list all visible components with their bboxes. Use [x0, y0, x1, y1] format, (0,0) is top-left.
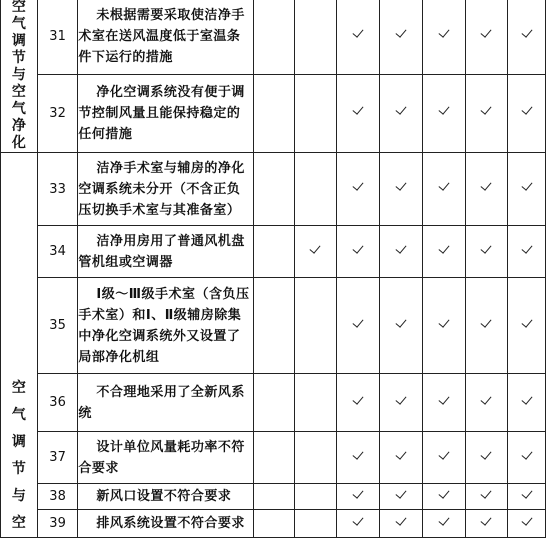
mark-cell: [508, 153, 546, 226]
item-description-text: 不合理地采用了全新风系统: [78, 384, 245, 421]
mark-cell: [253, 374, 294, 432]
mark-cell: [253, 0, 294, 74]
item-description-text: 洁净手术室与辅房的净化空调系统未分开（不含正负压切换手术室与其准备室）: [78, 160, 245, 218]
item-number: 37: [37, 432, 78, 484]
item-number: 38: [37, 484, 78, 510]
category-char: 调: [11, 434, 26, 450]
checkmark-icon: [480, 318, 492, 330]
category-char: 化: [11, 135, 26, 151]
checkmark-icon: [480, 28, 492, 40]
checkmark-icon: [395, 28, 407, 40]
item-number: 31: [37, 0, 78, 74]
table-row: [1, 226, 546, 278]
category-char: 空: [11, 84, 26, 100]
mark-cell: [422, 226, 465, 278]
item-description: [78, 278, 253, 374]
mark-cell: [465, 484, 508, 510]
checkmark-icon: [480, 105, 492, 117]
mark-cell: [422, 374, 465, 432]
item-number: 36: [37, 374, 78, 432]
mark-cell: [379, 510, 422, 538]
checkmark-icon: [352, 28, 364, 40]
mark-cell: [508, 226, 546, 278]
item-description: [78, 153, 253, 226]
category-char: 气: [11, 407, 26, 423]
checkmark-icon: [438, 489, 450, 501]
mark-cell: [422, 278, 465, 374]
checkmark-icon: [352, 450, 364, 462]
item-description-text: 洁净用房用了普通风机盘管机组或空调器: [78, 233, 245, 270]
mark-cell: [465, 74, 508, 152]
item-number: 33: [37, 153, 78, 226]
category-char: 与: [11, 488, 26, 504]
mark-cell: [253, 226, 294, 278]
checkmark-icon: [438, 450, 450, 462]
mark-cell: [379, 278, 422, 374]
item-number: 35: [37, 278, 78, 374]
category-char: 调: [11, 33, 26, 49]
checkmark-icon: [395, 450, 407, 462]
category-label: [12, 0, 26, 152]
checkmark-icon: [438, 395, 450, 407]
mark-cell: [294, 484, 336, 510]
mark-cell: [422, 0, 465, 74]
checkmark-icon: [395, 244, 407, 256]
mark-cell: [465, 153, 508, 226]
checkmark-icon: [395, 181, 407, 193]
item-description: [78, 510, 253, 538]
item-description-text: 未根据需要采取使洁净手术室在送风温度低于室温条件下运行的措施: [78, 7, 245, 65]
category-char: 气: [11, 16, 26, 32]
checkmark-icon: [438, 28, 450, 40]
checkmark-icon: [438, 244, 450, 256]
table-row: [1, 278, 546, 374]
mark-cell: [336, 153, 379, 226]
checkmark-icon: [395, 395, 407, 407]
mark-cell: [508, 0, 546, 74]
mark-cell: [294, 226, 336, 278]
mark-cell: [253, 510, 294, 538]
category-char: 空: [11, 0, 26, 15]
mark-cell: [508, 510, 546, 538]
checkmark-icon: [395, 489, 407, 501]
mark-cell: [294, 374, 336, 432]
checkmark-icon: [480, 516, 492, 528]
category-label: [12, 375, 26, 537]
mark-cell: [379, 432, 422, 484]
checkmark-icon: [480, 489, 492, 501]
checkmark-icon: [521, 181, 533, 193]
category-char: 节: [11, 50, 26, 66]
mark-cell: [508, 74, 546, 152]
mark-cell: [508, 374, 546, 432]
mark-cell: [253, 484, 294, 510]
mark-cell: [465, 432, 508, 484]
item-description: [78, 374, 253, 432]
mark-cell: [465, 278, 508, 374]
mark-cell: [294, 278, 336, 374]
mark-cell: [294, 510, 336, 538]
checkmark-icon: [352, 489, 364, 501]
checkmark-icon: [480, 395, 492, 407]
mark-cell: [294, 153, 336, 226]
mark-cell: [253, 153, 294, 226]
checkmark-icon: [438, 516, 450, 528]
checkmark-icon: [352, 516, 364, 528]
item-description: [78, 226, 253, 278]
mark-cell: [379, 484, 422, 510]
category-char: 气: [11, 101, 26, 117]
item-number: 34: [37, 226, 78, 278]
item-description: [78, 0, 253, 74]
mark-cell: [422, 74, 465, 152]
mark-cell: [253, 278, 294, 374]
checkmark-icon: [521, 105, 533, 117]
mark-cell: [422, 510, 465, 538]
checkmark-icon: [480, 181, 492, 193]
checkmark-icon: [521, 28, 533, 40]
checkmark-icon: [521, 516, 533, 528]
item-number: 32: [37, 74, 78, 152]
table-row: [1, 484, 546, 510]
mark-cell: [336, 226, 379, 278]
item-description: [78, 484, 253, 510]
checkmark-icon: [395, 516, 407, 528]
mark-cell: [508, 484, 546, 510]
checkmark-icon: [352, 181, 364, 193]
table-row: [1, 432, 546, 484]
mark-cell: [336, 374, 379, 432]
mark-cell: [336, 0, 379, 74]
item-description-text: 排风系统设置不符合要求: [96, 516, 245, 531]
mark-cell: [253, 432, 294, 484]
mark-cell: [379, 374, 422, 432]
checkmark-icon: [521, 395, 533, 407]
category-char: 节: [11, 461, 26, 477]
checkmark-icon: [521, 450, 533, 462]
table-row: [1, 374, 546, 432]
checkmark-icon: [309, 244, 321, 256]
category-cell: [1, 153, 38, 538]
mark-cell: [294, 432, 336, 484]
checkmark-icon: [521, 489, 533, 501]
mark-cell: [422, 432, 465, 484]
mark-cell: [336, 484, 379, 510]
category-char: 空: [11, 515, 26, 531]
checkmark-icon: [438, 105, 450, 117]
mark-cell: [294, 74, 336, 152]
mark-cell: [422, 153, 465, 226]
mark-cell: [379, 153, 422, 226]
checkmark-icon: [352, 244, 364, 256]
mark-cell: [465, 374, 508, 432]
mark-cell: [508, 278, 546, 374]
category-cell: [1, 0, 38, 153]
category-char: 空: [11, 380, 26, 396]
category-char: 净: [11, 118, 26, 134]
table-row: [1, 510, 546, 538]
mark-cell: [253, 74, 294, 152]
item-description: [78, 74, 253, 152]
mark-cell: [294, 0, 336, 74]
mark-cell: [465, 0, 508, 74]
mark-cell: [508, 432, 546, 484]
item-description-text: 净化空调系统没有便于调节控制风量且能保持稳定的任何措施: [78, 84, 245, 142]
table-row: [1, 153, 546, 226]
checkmark-icon: [352, 318, 364, 330]
item-description-text: Ⅰ级～Ⅲ级手术室（含负压手术室）和Ⅰ、Ⅱ级辅房除集中净化空调系统外又设置了局部净化机组: [78, 286, 250, 365]
table-row: [1, 0, 546, 74]
checkmark-icon: [521, 318, 533, 330]
checkmark-icon: [521, 244, 533, 256]
mark-cell: [422, 484, 465, 510]
mark-cell: [379, 0, 422, 74]
item-description-text: 设计单位风量耗功率不符合要求: [78, 439, 245, 476]
mark-cell: [379, 74, 422, 152]
mark-cell: [379, 226, 422, 278]
checkmark-icon: [438, 181, 450, 193]
checkmark-icon: [395, 105, 407, 117]
checkmark-icon: [395, 318, 407, 330]
category-char: 与: [11, 67, 26, 83]
mark-cell: [336, 74, 379, 152]
mark-cell: [465, 510, 508, 538]
mark-cell: [336, 278, 379, 374]
item-description: [78, 432, 253, 484]
checkmark-icon: [352, 395, 364, 407]
mark-cell: [336, 432, 379, 484]
item-description-text: 新风口设置不符合要求: [96, 489, 232, 504]
checkmark-icon: [352, 105, 364, 117]
checkmark-icon: [438, 318, 450, 330]
table-row: [1, 74, 546, 152]
item-number: 39: [37, 510, 78, 538]
checkmark-icon: [480, 450, 492, 462]
checkmark-icon: [480, 244, 492, 256]
mark-cell: [336, 510, 379, 538]
mark-cell: [465, 226, 508, 278]
